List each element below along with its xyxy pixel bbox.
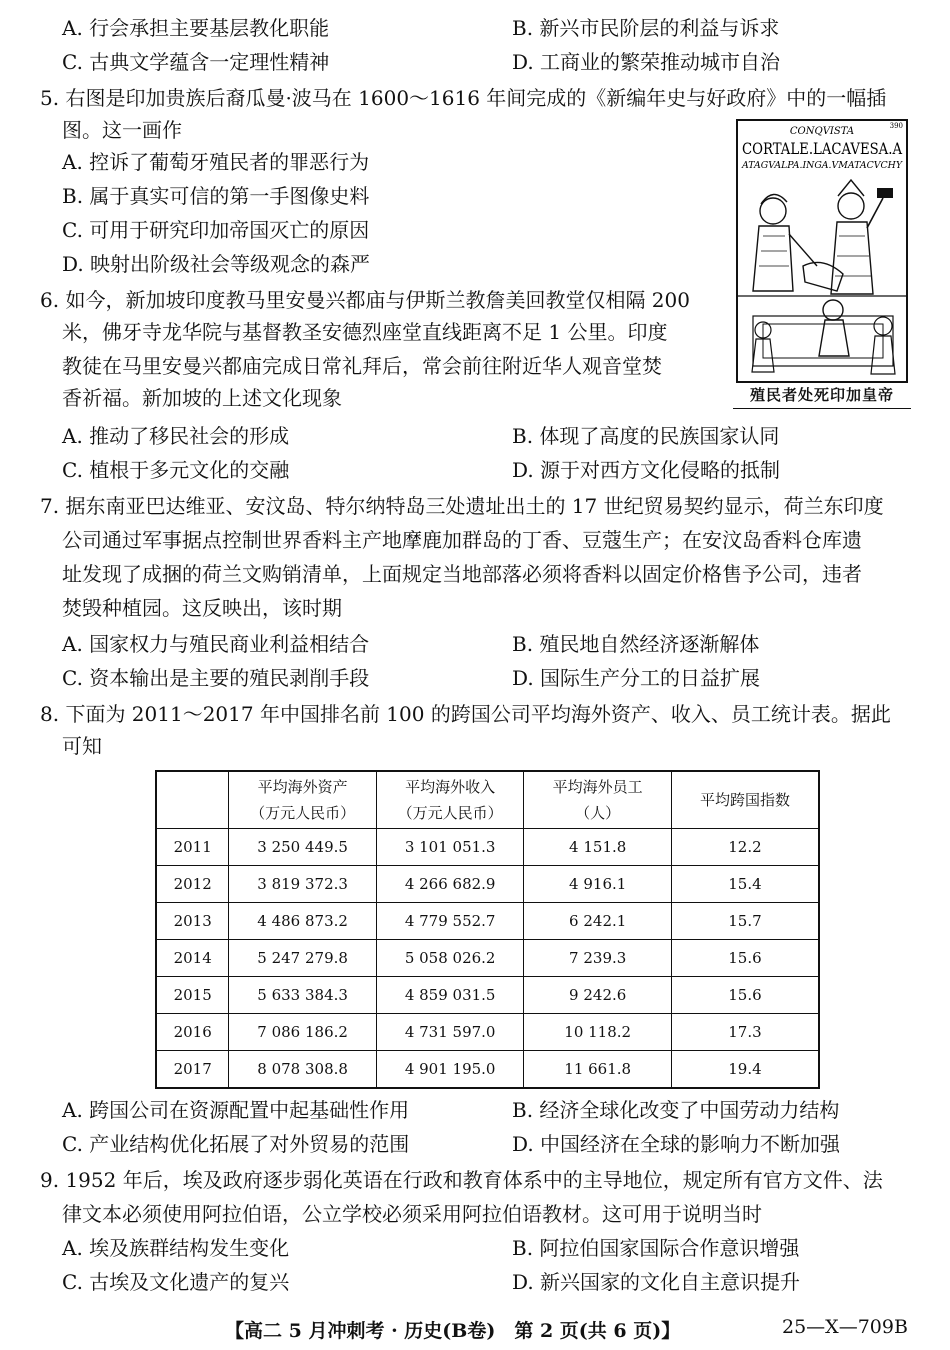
- table-header-revenue: 平均海外收入 （万元人民币）: [376, 771, 524, 829]
- table-cell: 4 266 682.9: [376, 866, 524, 903]
- table-cell: 2013: [156, 903, 229, 940]
- q5-option-d: D. 映射出阶级社会等级观念的森严: [62, 252, 371, 276]
- figure-title-line2: CORTALE.LACAVESA.A: [742, 139, 903, 158]
- q8-option-a: A. 跨国公司在资源配置中起基础性作用: [62, 1098, 410, 1122]
- q9-option-d: D. 新兴国家的文化自主意识提升: [512, 1270, 801, 1294]
- q8-statistics-table: [155, 770, 820, 1089]
- table-cell: 4 151.8: [524, 829, 672, 866]
- q9-option-a: A. 埃及族群结构发生变化: [62, 1236, 290, 1260]
- table-cell: 7 239.3: [524, 940, 672, 977]
- q8-stem-line1: 8. 下面为 2011～2017 年中国排名前 100 的跨国公司平均海外资产、收入、员工统计表。据此: [40, 702, 891, 726]
- q5-illustration: [733, 116, 911, 412]
- table-cell: 5 247 279.8: [229, 940, 377, 977]
- q7-option-b: B. 殖民地自然经济逐渐解体: [512, 632, 760, 656]
- table-header-assets: 平均海外资产 （万元人民币）: [229, 771, 377, 829]
- q7-option-a: A. 国家权力与殖民商业利益相结合: [62, 632, 370, 656]
- q7-stem-line1: 7. 据东南亚巴达维亚、安汶岛、特尔纳特岛三处遗址出土的 17 世纪贸易契约显示，荷兰东印度: [40, 494, 884, 518]
- table-header-index: 平均跨国指数: [671, 771, 819, 829]
- table-header-year: [156, 771, 229, 829]
- table-cell: 2015: [156, 977, 229, 1014]
- q6-stem-line1: 6. 如今，新加坡印度教马里安曼兴都庙与伊斯兰教詹美回教堂仅相隔 200: [40, 288, 690, 312]
- q6-stem-line2: 米，佛牙寺龙华院与基督教圣安德烈座堂直线距离不足 1 公里。印度: [62, 320, 668, 344]
- table-cell: 7 086 186.2: [229, 1014, 377, 1051]
- table-cell: 2012: [156, 866, 229, 903]
- table-cell: 4 859 031.5: [376, 977, 524, 1014]
- table-cell: 15.6: [671, 977, 819, 1014]
- table-row: [156, 977, 819, 1014]
- table-cell: 6 242.1: [524, 903, 672, 940]
- table-cell: 9 242.6: [524, 977, 672, 1014]
- page-footer-title: 【高二 5 月冲刺考 · 历史(B卷) 第 2 页(共 6 页)】: [225, 1320, 681, 1342]
- q5-stem-line2: 图。这一画作: [62, 118, 182, 142]
- q9-stem-line1: 9. 1952 年后，埃及政府逐步弱化英语在行政和教育体系中的主导地位，规定所有官方文件、法: [40, 1168, 883, 1192]
- caption-rule: [733, 408, 911, 409]
- q7-option-c: C. 资本输出是主要的殖民剥削手段: [62, 666, 370, 690]
- table-cell: 17.3: [671, 1014, 819, 1051]
- q9-option-c: C. 古埃及文化遗产的复兴: [62, 1270, 290, 1294]
- q6-stem-line3: 教徒在马里安曼兴都庙完成日常礼拜后，常会前往附近华人观音堂焚: [62, 354, 662, 378]
- table-cell: 4 901 195.0: [376, 1051, 524, 1089]
- table-row: [156, 903, 819, 940]
- q5-option-c: C. 可用于研究印加帝国灭亡的原因: [62, 218, 370, 242]
- figure-title-line1: CONQVISTA: [789, 126, 855, 137]
- table-cell: 3 819 372.3: [229, 866, 377, 903]
- table-row: [156, 1051, 819, 1089]
- q8-option-c: C. 产业结构优化拓展了对外贸易的范围: [62, 1132, 410, 1156]
- table-cell: 2014: [156, 940, 229, 977]
- q5-stem-line1: 5. 右图是印加贵族后裔瓜曼·波马在 1600～1616 年间完成的《新编年史与好政府》中的一幅插: [40, 86, 887, 110]
- figure-title-line3: ATAGVALPA.INGA.VMATACVCHY: [740, 161, 904, 171]
- q7-stem-line3: 址发现了成捆的荷兰文购销清单，上面规定当地部落必须将香料以固定价格售予公司，违者: [62, 562, 862, 586]
- table-cell: 5 633 384.3: [229, 977, 377, 1014]
- table-cell: 4 731 597.0: [376, 1014, 524, 1051]
- table-row: [156, 829, 819, 866]
- table-cell: 3 101 051.3: [376, 829, 524, 866]
- q5-option-a: A. 控诉了葡萄牙殖民者的罪恶行为: [62, 150, 370, 174]
- page-footer-code: 25—X—709B: [782, 1316, 908, 1338]
- table-row: [156, 866, 819, 903]
- table-cell: 19.4: [671, 1051, 819, 1089]
- table-row: [156, 940, 819, 977]
- table-cell: 12.2: [671, 829, 819, 866]
- table-cell: 4 486 873.2: [229, 903, 377, 940]
- table-cell: 3 250 449.5: [229, 829, 377, 866]
- q4-option-b: B. 新兴市民阶层的利益与诉求: [512, 16, 780, 40]
- q8-option-b: B. 经济全球化改变了中国劳动力结构: [512, 1098, 840, 1122]
- q8-stem-line2: 可知: [62, 734, 102, 758]
- table-cell: 8 078 308.8: [229, 1051, 377, 1089]
- q5-option-b: B. 属于真实可信的第一手图像史料: [62, 184, 370, 208]
- q7-stem-line4: 焚毁种植园。这反映出，该时期: [62, 596, 342, 620]
- q6-option-d: D. 源于对西方文化侵略的抵制: [512, 458, 781, 482]
- table-cell: 10 118.2: [524, 1014, 672, 1051]
- table-cell: 2011: [156, 829, 229, 866]
- q6-option-b: B. 体现了高度的民族国家认同: [512, 424, 780, 448]
- q9-stem-line2: 律文本必须使用阿拉伯语，公立学校必须采用阿拉伯语教材。这可用于说明当时: [62, 1202, 762, 1226]
- q7-option-d: D. 国际生产分工的日益扩展: [512, 666, 761, 690]
- q4-option-c: C. 古典文学蕴含一定理性精神: [62, 50, 330, 74]
- table-cell: 5 058 026.2: [376, 940, 524, 977]
- q9-option-b: B. 阿拉伯国家国际合作意识增强: [512, 1236, 800, 1260]
- table-header-row: [156, 771, 819, 829]
- table-cell: 2016: [156, 1014, 229, 1051]
- q4-option-a: A. 行会承担主要基层教化职能: [62, 16, 330, 40]
- table-row: [156, 1014, 819, 1051]
- table-cell: 15.6: [671, 940, 819, 977]
- q4-option-d: D. 工商业的繁荣推动城市自治: [512, 50, 781, 74]
- q6-option-a: A. 推动了移民社会的形成: [62, 424, 290, 448]
- figure-page-mark: 390: [889, 122, 903, 130]
- table-header-employees: 平均海外员工 （人）: [524, 771, 672, 829]
- q8-option-d: D. 中国经济在全球的影响力不断加强: [512, 1132, 841, 1156]
- table-cell: 2017: [156, 1051, 229, 1089]
- q6-option-c: C. 植根于多元文化的交融: [62, 458, 290, 482]
- q6-stem-line4: 香祈福。新加坡的上述文化现象: [62, 386, 342, 410]
- table-cell: 4 779 552.7: [376, 903, 524, 940]
- q5-illustration-caption: 殖民者处死印加皇帝: [749, 386, 894, 404]
- table-cell: 11 661.8: [524, 1051, 672, 1089]
- table-cell: 15.4: [671, 866, 819, 903]
- q7-stem-line2: 公司通过军事据点控制世界香料主产地摩鹿加群岛的丁香、豆蔻生产；在安汶岛香料仓库遗: [62, 528, 862, 552]
- table-cell: 4 916.1: [524, 866, 672, 903]
- table-cell: 15.7: [671, 903, 819, 940]
